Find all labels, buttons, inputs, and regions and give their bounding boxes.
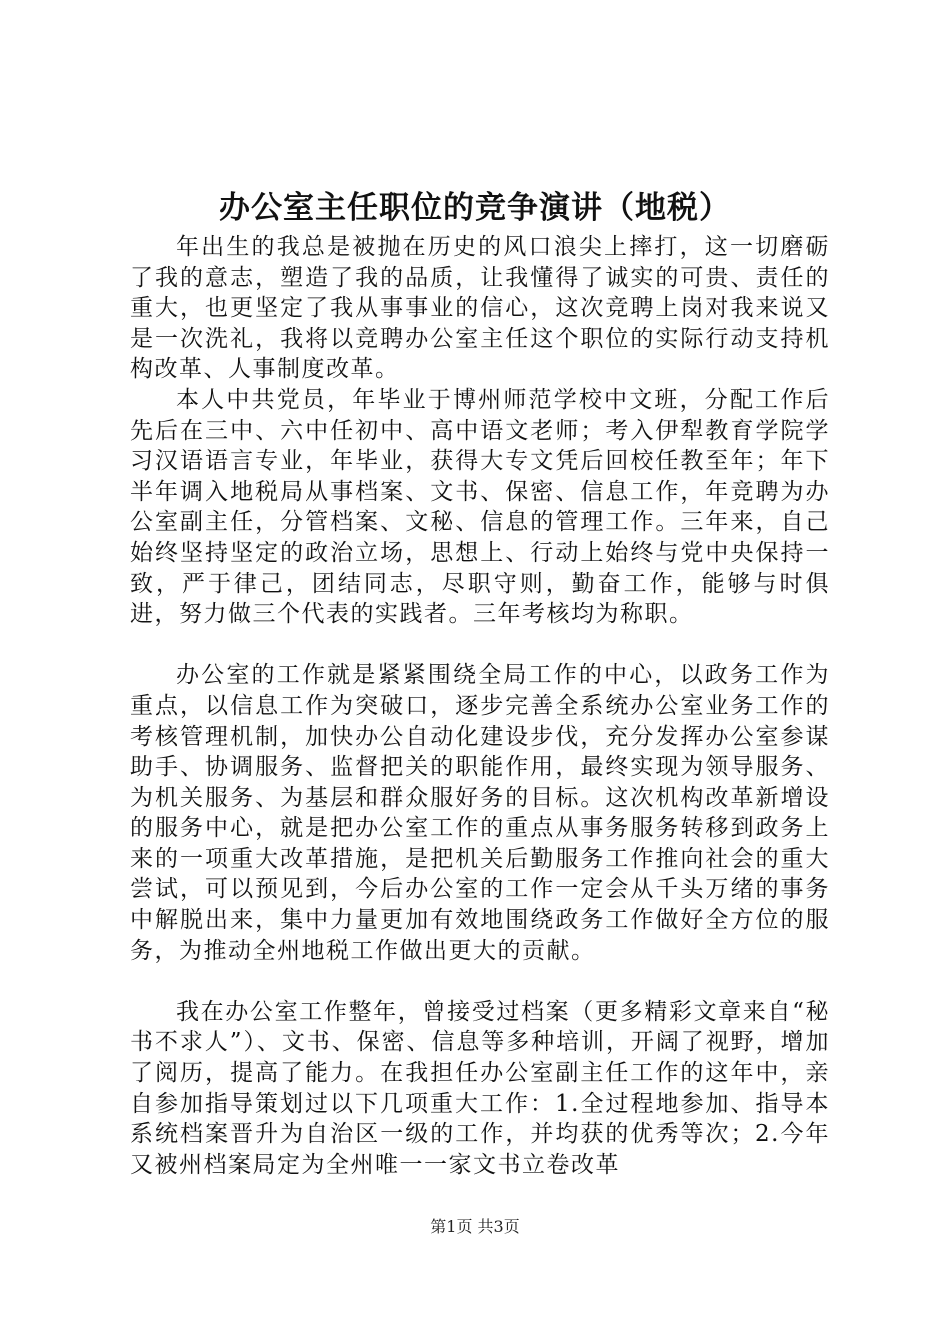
paragraph-office-work: 办公室的工作就是紧紧围绕全局工作的中心，以政务工作为重点，以信息工作为突破口，逐步完善全系统办公室业务工作的考核管理机制，加快办公自动化建设步伐，充分发挥办公室参谋助手、协调服务、监督把关的职能作用，最终实现为领导服务、为机关服务、为基层和群众服好务的目标。这次机构改革新增设的服务中心，就是把办公室工作的重点从事务服务转移到政务上来的一项重大改革措施，是把机关后勤服务工作推向社会的重大尝试，可以预见到，今后办公室的工作一定会从千头万绪的事务中解脱出来，集中力量更加有效地围绕政务工作做好全方位的服务，为推动全州地税工作做出更大的贡献。 bbox=[130, 662, 830, 964]
paragraph-background: 本人中共党员，年毕业于博州师范学校中文班，分配工作后先后在三中、六中任初中、高中语文老师；考入伊犁教育学院学习汉语语言专业，年毕业，获得大专文凭后回校任教至年；年下半年调入地税局从事档案、文书、保密、信息工作，年竞聘为办公室副主任，分管档案、文秘、信息的管理工作。三年来，自己始终坚持坚定的政治立场，思想上、行动上始终与党中央保持一致，严于律己，团结同志，尽职守则，勤奋工作，能够与时俱进，努力做三个代表的实践者。三年考核均为称职。 bbox=[130, 386, 830, 628]
page-footer: 第1页 共3页 bbox=[430, 1217, 520, 1236]
paragraph-spacer bbox=[130, 966, 830, 997]
paragraph-intro: 年出生的我总是被抛在历史的风口浪尖上摔打，这一切磨砺了我的意志，塑造了我的品质，让我懂得了诚实的可贵、责任的重大，也更坚定了我从事事业的信心，这次竞聘上岗对我来说又是一次洗礼，我将以竞聘办公室主任这个职位的实际行动支持机构改革、人事制度改革。 bbox=[130, 234, 830, 383]
document-title: 办公室主任职位的竞争演讲（地税） bbox=[219, 190, 731, 226]
paragraph-spacer bbox=[130, 630, 830, 661]
document-body bbox=[130, 232, 830, 1180]
paragraph-experience: 我在办公室工作整年，曾接受过档案（更多精彩文章来自“秘书不求人”）、文书、保密、信息等多种培训，开阔了视野，增加了阅历，提高了能力。在我担任办公室副主任工作的这年中，亲自参加指导策划过以下几项重大工作：1.全过程地参加、指导本系统档案晋升为自治区一级的工作，并均获的优秀等次；2.今年又被州档案局定为全州唯一一家文书立卷改革 bbox=[130, 998, 830, 1178]
